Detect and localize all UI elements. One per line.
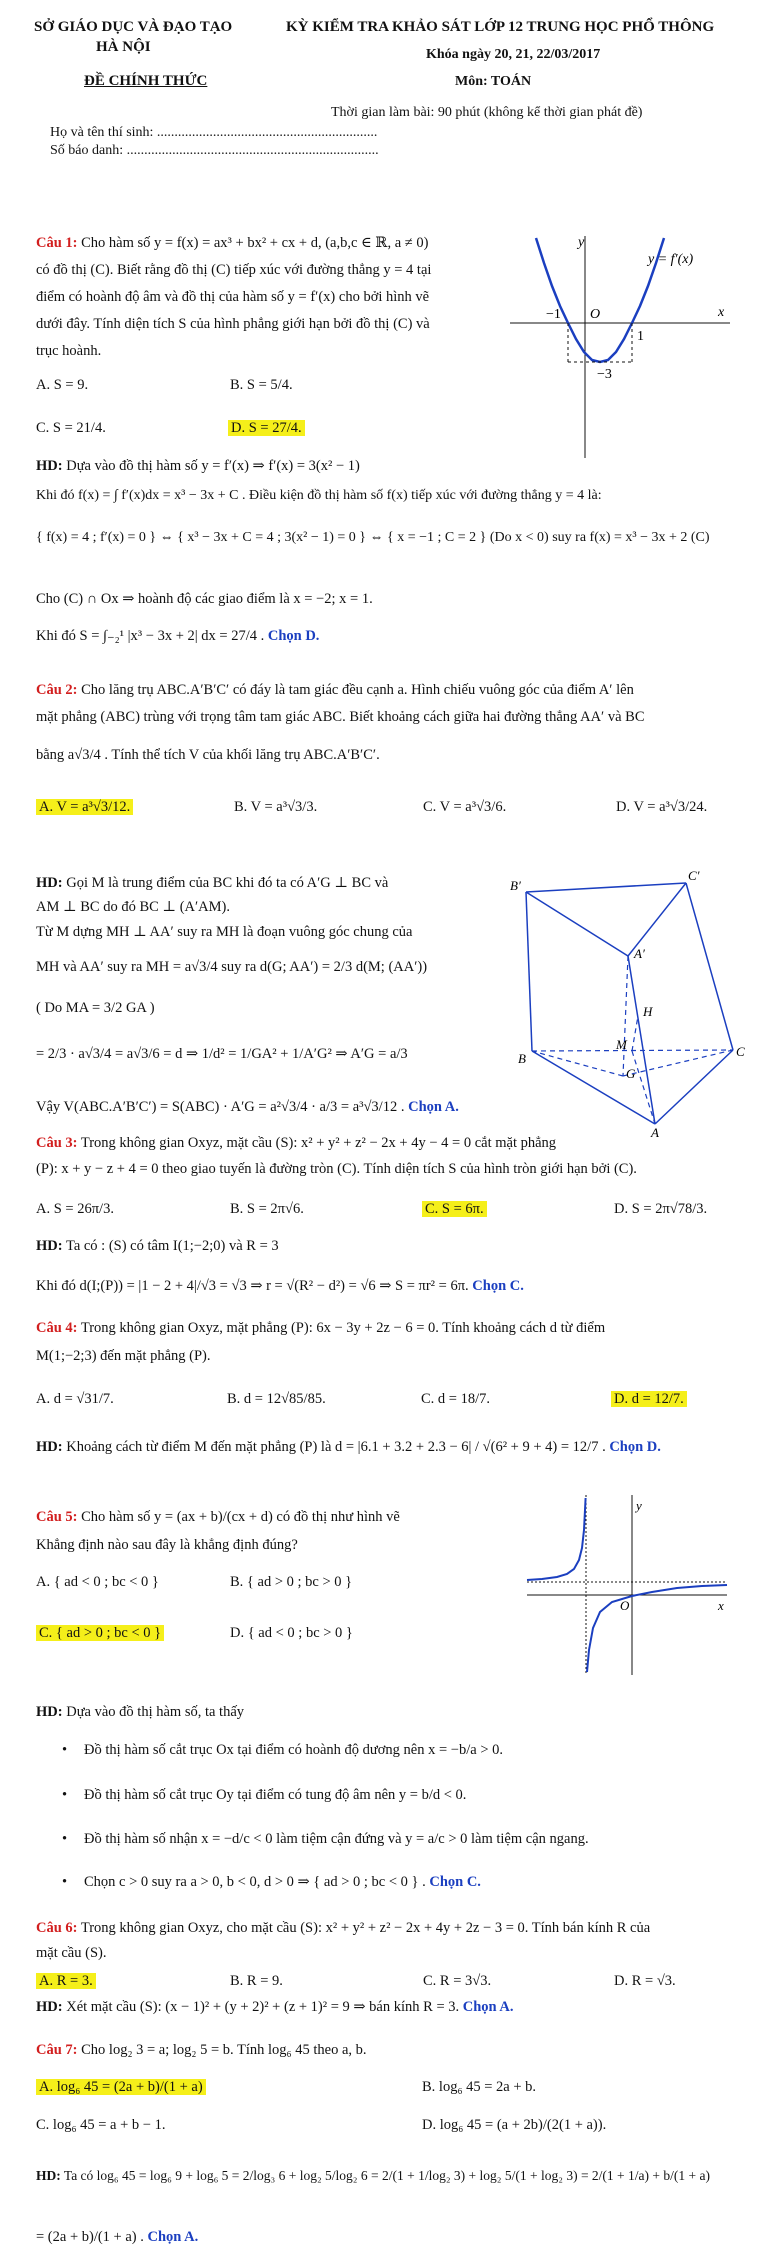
q6-option-d: D. R = √3. (614, 1973, 676, 1989)
q2-label: Câu 2: (36, 682, 78, 698)
q7-line1 (36, 2040, 736, 2060)
q4-line1 (36, 1318, 736, 1338)
q2-hd-1-text: Gọi M là trung điểm của BC khi đó ta có A′G ⊥ BC và (66, 875, 389, 891)
q1-hd-3: { f(x) = 4 ; f′(x) = 0 } ⇔ { x³ − 3x + C = 4 ; 3(x² − 1) = 0 } ⇔ { x = −1 ; C = 2 } (Do x < 0) suy ra f(x) = x³ − 3x + 2 (C) (36, 530, 710, 545)
q7-option-a-text: A. log₆ 45 = (2a + b)/(1 + a) (36, 2079, 206, 2095)
q2-stem-1: Cho lăng trụ ABC.A′B′C′ có đáy là tam giác đều cạnh a. Hình chiếu vuông góc của điểm A′ lên (81, 682, 634, 698)
header-name-line: Họ và tên thí sinh: ............................................................... (50, 125, 378, 140)
header-subject: Môn: TOÁN (455, 74, 532, 89)
header-official: ĐỀ CHÍNH THỨC (84, 73, 208, 89)
q1-x-label: x (718, 305, 725, 320)
q2-hd-4: MH và AA′ suy ra MH = a√3/4 suy ra d(G; AA′) = 2/3 d(M; (AA′)) (36, 959, 428, 975)
q1-label: Câu 1: (36, 235, 78, 251)
q5-label: Câu 5: (36, 1509, 78, 1525)
q5-stem-1: Cho hàm số y = (ax + b)/(cx + d) có đồ thị như hình vẽ (81, 1509, 400, 1525)
q2-answer: Chọn A. (408, 1099, 459, 1115)
q6-line1 (36, 1918, 736, 1938)
q1-line1 (36, 233, 486, 253)
q5-hd-label: HD: (36, 1704, 63, 1720)
q6-hd-1-text: Xét mặt cầu (S): (x − 1)² + (y + 2)² + (z + 1)² = 9 ⇒ bán kính R = 3. (66, 1999, 460, 2015)
q1-tick-minus1: −1 (546, 307, 561, 322)
q7-hd-2 (36, 2227, 736, 2247)
q1-line5: trục hoành. (36, 343, 102, 359)
q3-hd-2 (36, 1276, 736, 1296)
q4-hd-1 (36, 1437, 736, 1457)
q5-answer: Chọn C. (429, 1874, 481, 1890)
q4-option-d (611, 1389, 731, 1409)
q4-line2: M(1;−2;3) đến mặt phẳng (P). (36, 1348, 211, 1364)
q3-stem-1: Trong không gian Oxyz, mặt cầu (S): x² + y² + z² − 2x + 4y − 4 = 0 cắt mặt phẳng (80, 1135, 557, 1151)
q3-line1 (36, 1133, 736, 1153)
q5-option-d: D. { ad < 0 ; bc > 0 } (230, 1625, 353, 1641)
q2-prism-figure (510, 866, 750, 1138)
q2-option-d: D. V = a³√3/24. (616, 799, 708, 815)
q2-hd-2: AM ⊥ BC do đó BC ⊥ (A′AM). (36, 899, 230, 915)
q4-hd-label: HD: (36, 1439, 63, 1455)
q5-bullet-4 (84, 1872, 744, 1892)
q6-stem-1: Trong không gian Oxyz, cho mặt cầu (S): x² + y² + z² − 2x + 4y + 2z − 3 = 0. Tính bán kính R của (80, 1920, 651, 1936)
q2-hd-7-text: Vậy V(ABC.A′B′C′) = S(ABC) · A′G = a²√3/4 · a/3 = a³√3/12 . (36, 1099, 405, 1115)
header-department: SỞ GIÁO DỤC VÀ ĐẠO TẠO (34, 19, 233, 35)
q1-line3: điểm có hoành độ âm và đồ thị của hàm số y = f′(x) cho bởi hình vẽ (36, 289, 430, 305)
q2-hd-5: ( Do MA = 3/2 GA ) (36, 1000, 155, 1016)
q5-option-a: A. { ad < 0 ; bc < 0 } (36, 1574, 159, 1590)
q2-option-a-text: A. V = a³√3/12. (36, 799, 133, 815)
q1-hd-5 (36, 626, 736, 646)
q5-right-branch (587, 1585, 727, 1672)
q1-line4: dưới đây. Tính diện tích S của hình phẳng giới hạn bởi đồ thị (C) và (36, 316, 430, 332)
q4-option-d-text: D. d = 12/7. (611, 1391, 687, 1407)
q1-hd-4: Cho (C) ∩ Ox ⇒ hoành độ các giao điểm là x = −2; x = 1. (36, 591, 373, 607)
q1-option-c: C. S = 21/4. (36, 420, 106, 436)
q5-y-label: y (636, 1498, 642, 1513)
q7-option-b: B. log₆ 45 = 2a + b. (422, 2079, 537, 2095)
q5-x-label: x (718, 1598, 724, 1613)
q6-line2: mặt cầu (S). (36, 1945, 107, 1961)
q3-hd-label: HD: (36, 1238, 63, 1254)
q1-stem-1: Cho hàm số y = f(x) = ax³ + bx² + cx + d, (a,b,c ∈ ℝ, a ≠ 0) (81, 235, 429, 251)
q1-hd-label: HD: (36, 458, 63, 474)
q1-option-a: A. S = 9. (36, 377, 89, 393)
q2-label-cprime: C′ (688, 868, 700, 883)
q5-hd-0 (36, 1702, 736, 1722)
q7-hd-label: HD: (36, 2168, 61, 2183)
q1-hd-1-text: Dựa vào đồ thị hàm số y = f′(x) ⇒ f′(x) = 3(x² − 1) (66, 458, 360, 474)
q5-bullet-1: • Đồ thị hàm số cắt trục Ox tại điểm có hoành độ dương nên x = −b/a > 0. (84, 1740, 744, 1760)
q3-option-c (422, 1199, 542, 1219)
q5-bullet-3: • Đồ thị hàm số nhận x = −d/c < 0 làm tiệm cận đứng và y = a/c > 0 làm tiệm cận ngang. (84, 1829, 744, 1849)
q3-hd-1-text: Ta có : (S) có tâm I(1;−2;0) và R = 3 (65, 1238, 279, 1254)
q5-bullet-2: • Đồ thị hàm số cắt trục Oy tại điểm có tung độ âm nên y = b/d < 0. (84, 1785, 744, 1805)
q5-bullet-4-text: Chọn c > 0 suy ra a > 0, b < 0, d > 0 ⇒ { ad > 0 ; bc < 0 } . (84, 1874, 426, 1890)
q2-label-b: B (518, 1051, 526, 1066)
q2-label-g: G (626, 1066, 636, 1081)
q3-option-a: A. S = 26π/3. (36, 1201, 114, 1217)
q1-hd-2: Khi đó f(x) = ∫ f′(x)dx = x³ − 3x + C . Điều kiện đồ thị hàm số f(x) tiếp xúc với đường thẳng y = 4 là: (36, 488, 602, 503)
q3-option-d: D. S = 2π√78/3. (614, 1201, 708, 1217)
q4-option-a: A. d = √31/7. (36, 1391, 114, 1407)
q4-hd-1-text: Khoảng cách từ điểm M đến mặt phẳng (P) là d = |6.1 + 3.2 + 2.3 − 6| / √(6² + 9 + 4) = 12/7 . (66, 1439, 606, 1455)
q2-option-b: B. V = a³√3/3. (234, 799, 318, 815)
q1-y-label: y (578, 235, 585, 250)
q1-derivative-graph (500, 228, 740, 463)
q1-option-d (228, 418, 428, 438)
q2-label-m: M (616, 1037, 627, 1052)
q7-option-d: D. log₆ 45 = (a + 2b)/(2(1 + a)). (422, 2117, 607, 2133)
q1-option-d-text: D. S = 27/4. (228, 420, 305, 436)
q5-hd-0-text: Dựa vào đồ thị hàm số, ta thấy (66, 1704, 245, 1720)
q1-parabola (536, 238, 664, 362)
q1-answer: Chọn D. (267, 628, 320, 644)
q2-label-c: C (736, 1044, 745, 1059)
q6-hd-label: HD: (36, 1999, 63, 2015)
q2-hd-6: = 2/3 · a√3/4 = a√3/6 = d ⇒ 1/d² = 1/GA² + 1/A′G² ⇒ A′G = a/3 (36, 1046, 408, 1062)
q7-stem-1: Cho log₂ 3 = a; log₂ 5 = b. Tính log₆ 45 theo a, b. (81, 2042, 367, 2058)
q4-label: Câu 4: (36, 1320, 78, 1336)
q1-hd-5-text: Khi đó S = ∫₋₂¹ |x³ − 3x + 2| dx = 27/4 . (36, 628, 265, 644)
q6-hd-1 (36, 1997, 736, 2017)
q1-tick-1: 1 (637, 329, 644, 344)
q7-label: Câu 7: (36, 2042, 78, 2058)
q7-hd-1-text: Ta có log₆ 45 = log₆ 9 + log₆ 5 = 2/log₃ 6 + log₂ 5/log₂ 6 = 2/(1 + 1/log₂ 3) + log₂ 5/(1 + log₂ 3) = 2/(1 + 1/a) + b/(1 + a) (63, 2168, 710, 2183)
q2-line1 (36, 680, 736, 700)
q5-line2: Khẳng định nào sau đây là khẳng định đúng? (36, 1537, 298, 1553)
q1-origin-label: O (590, 307, 601, 322)
q1-option-b: B. S = 5/4. (230, 377, 293, 393)
q2-label-bprime: B′ (510, 878, 521, 893)
q4-stem-1: Trong không gian Oxyz, mặt phẳng (P): 6x − 3y + 2z − 6 = 0. Tính khoảng cách d từ điểm (80, 1320, 606, 1336)
q2-hd-label: HD: (36, 875, 63, 891)
q4-option-b: B. d = 12√85/85. (227, 1391, 326, 1407)
q2-line3: bằng a√3/4 . Tính thể tích V của khối lăng trụ ABC.A′B′C′. (36, 747, 380, 763)
q5-hyperbola-graph (522, 1490, 732, 1678)
q5-option-b: B. { ad > 0 ; bc > 0 } (230, 1574, 353, 1590)
q2-hd-3: Từ M dựng MH ⊥ AA′ suy ra MH là đoạn vuông góc chung của (36, 924, 413, 940)
q5-option-c-text: C. { ad > 0 ; bc < 0 } (36, 1625, 164, 1641)
q6-option-b: B. R = 9. (230, 1973, 283, 1989)
q5-left-branch (527, 1498, 586, 1580)
header-time: Thời gian làm bài: 90 phút (không kể thời gian phát đề) (331, 105, 643, 120)
q7-hd-1 (36, 2166, 736, 2186)
q2-option-c: C. V = a³√3/6. (423, 799, 507, 815)
q7-hd-2-text: = (2a + b)/(1 + a) . (36, 2229, 144, 2245)
header-dates: Khóa ngày 20, 21, 22/03/2017 (426, 47, 601, 62)
q5-origin-label: O (620, 1598, 630, 1613)
q4-option-c: C. d = 18/7. (421, 1391, 491, 1407)
q2-line2: mặt phẳng (ABC) trùng với trọng tâm tam giác ABC. Biết khoảng cách giữa hai đường thẳng AA′ và BC (36, 709, 645, 725)
q1-line2: có đồ thị (C). Biết rằng đồ thị (C) tiếp xúc với đường thẳng y = 4 tại (36, 262, 432, 278)
q3-hd-1 (36, 1236, 736, 1256)
q6-answer: Chọn A. (462, 1999, 514, 2015)
q1-tick-minus3: −3 (597, 367, 612, 382)
q7-answer: Chọn A. (147, 2229, 199, 2245)
q4-answer: Chọn D. (609, 1439, 661, 1455)
q3-hd-2-text: Khi đó d(I;(P)) = |1 − 2 + 4|/√3 = √3 ⇒ r = √(R² − d²) = √6 ⇒ S = πr² = 6π. (36, 1278, 469, 1294)
q2-label-a: A (651, 1125, 659, 1138)
q3-answer: Chọn C. (472, 1278, 524, 1294)
q3-option-c-text: C. S = 6π. (422, 1201, 487, 1217)
q6-option-c: C. R = 3√3. (423, 1973, 492, 1989)
q3-label: Câu 3: (36, 1135, 78, 1151)
q1-hd-1 (36, 456, 736, 476)
q2-label-h: H (643, 1004, 653, 1019)
header-city: HÀ NỘI (96, 39, 151, 55)
q6-label: Câu 6: (36, 1920, 78, 1936)
header-id-line: Số báo danh: ........................................................................ (50, 143, 379, 158)
q7-option-c: C. log₆ 45 = a + b − 1. (36, 2117, 166, 2133)
q2-hd-1 (36, 873, 506, 893)
q3-option-b: B. S = 2π√6. (230, 1201, 304, 1217)
q1-function-label: y = f′(x) (648, 252, 694, 267)
q2-label-aprime: A′ (634, 946, 645, 961)
q3-line2: (P): x + y − z + 4 = 0 theo giao tuyến là đường tròn (C). Tính diện tích S của hình tròn giới hạn bởi (C). (36, 1161, 637, 1177)
q6-option-a-text: A. R = 3. (36, 1973, 96, 1989)
header-exam-title: KỲ KIỂM TRA KHẢO SÁT LỚP 12 TRUNG HỌC PHỔ THÔNG (286, 19, 715, 35)
